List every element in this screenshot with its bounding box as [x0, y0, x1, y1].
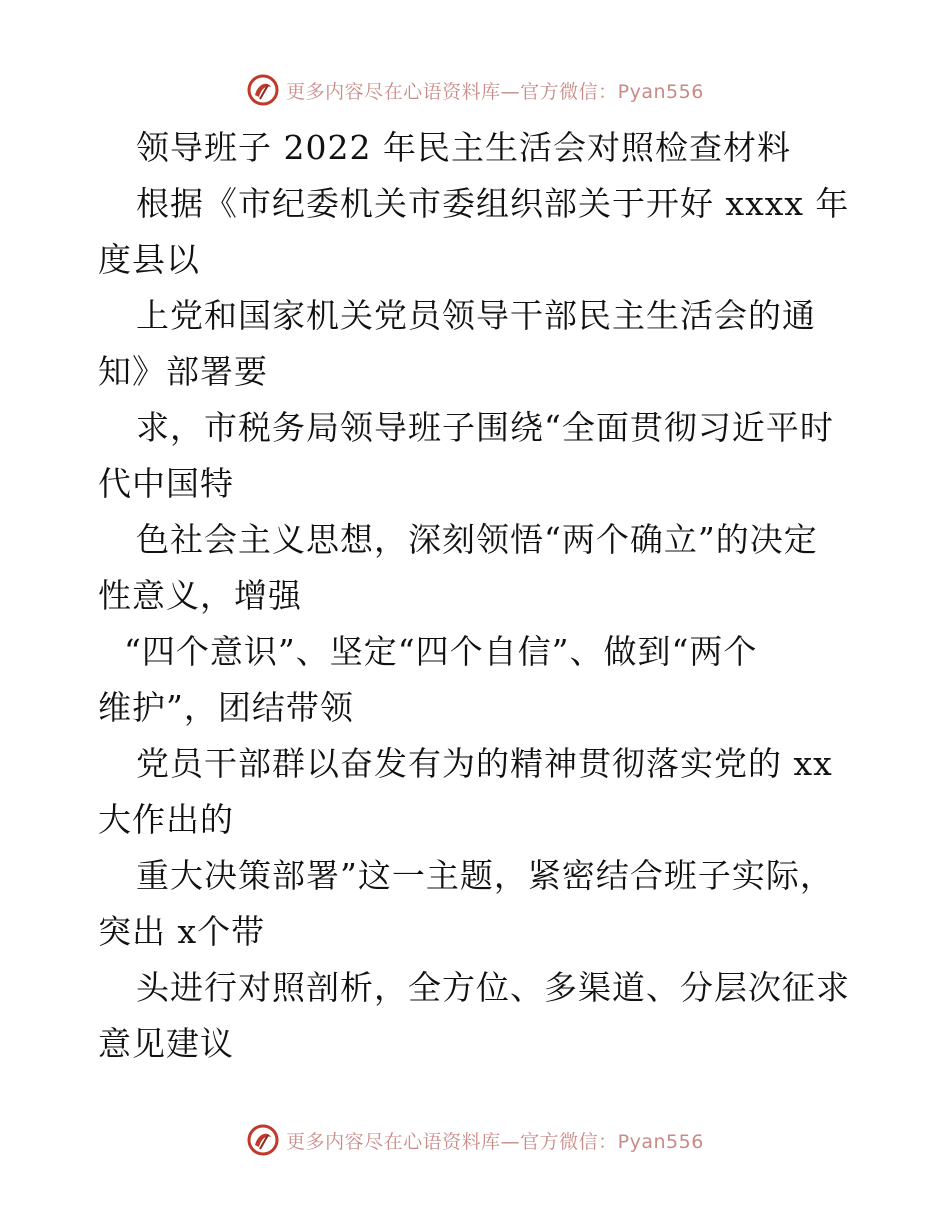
paragraph-line: 头进行对照剖析，全方位、多渠道、分层次征求: [136, 968, 850, 1007]
document-body: [98, 120, 858, 1072]
paragraph-line: 突出 x个带: [98, 912, 266, 951]
paragraph-line: 性意义，增强: [98, 576, 302, 615]
paragraph-line: 大作出的: [98, 800, 234, 839]
footer-banner-text: 更多内容尽在心语资料库—官方微信：Pyan556: [286, 1130, 704, 1153]
paragraph-line: 代中国特: [98, 464, 234, 503]
footer-banner: [0, 1120, 950, 1160]
paragraph-line: 色社会主义思想，深刻领悟“两个确立”的决定: [136, 520, 818, 559]
paragraph-line: 知》部署要: [98, 352, 268, 391]
header-banner-text: 更多内容尽在心语资料库—官方微信：Pyan556: [286, 80, 704, 103]
paragraph-line: 求，市税务局领导班子围绕“全面贯彻习近平时: [136, 408, 834, 447]
paragraph-line: 维护”，团结带领: [98, 688, 354, 727]
paragraph-line: 重大决策部署”这一主题，紧密结合班子实际，: [136, 856, 834, 895]
header-banner: [0, 70, 950, 110]
paragraph-line: 党员干部群以奋发有为的精神贯彻落实党的 xx: [136, 744, 833, 783]
paragraph-line: “四个意识”、坚定“四个自信”、做到“两个: [124, 632, 758, 671]
paragraph-line: 上党和国家机关党员领导干部民主生活会的通: [136, 296, 816, 335]
paragraph-line: 根据《市纪委机关市委组织部关于开好 xxxx 年: [136, 184, 850, 223]
red-swirl-logo-icon: [246, 1123, 280, 1157]
document-title: 领导班子 2022 年民主生活会对照检查材料: [136, 128, 791, 167]
paragraph-line: 意见建议: [98, 1024, 234, 1063]
paragraph-line: 度县以: [98, 240, 200, 279]
red-swirl-logo-icon: [246, 73, 280, 107]
